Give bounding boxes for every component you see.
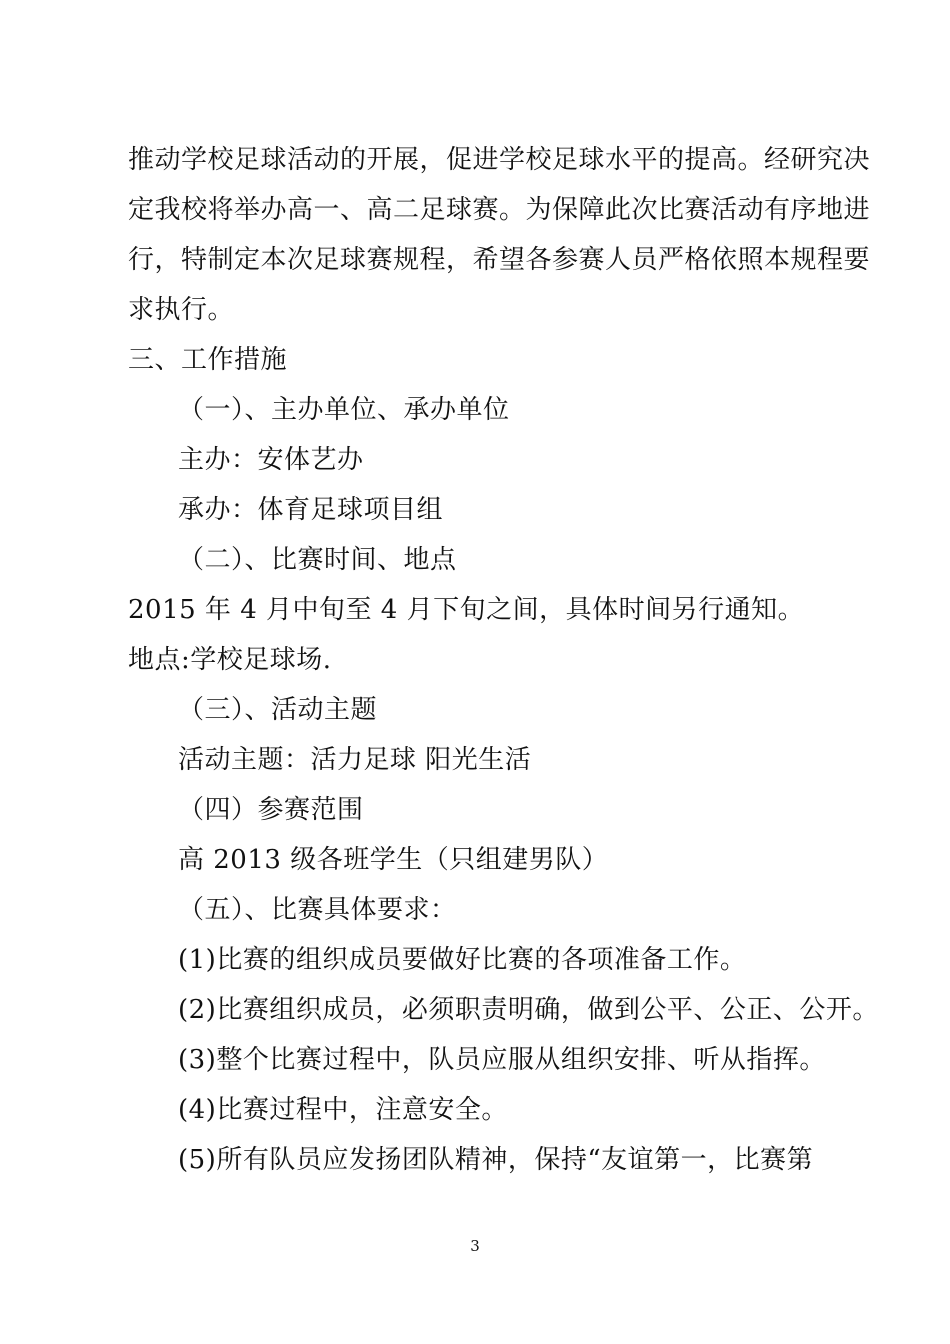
subsection-heading: （三）、活动主题 — [178, 695, 378, 725]
page-number: 3 — [470, 1237, 480, 1255]
body-text-line: 行，特制定本次足球赛规程，希望各参赛人员严格依照本规程要 — [128, 245, 871, 275]
requirement-item: (2)比赛组织成员，必须职责明确，做到公平、公正、公开。 — [178, 995, 879, 1025]
subsection-heading: （一）、主办单位、承办单位 — [178, 395, 510, 425]
body-text-line: 求执行。 — [128, 295, 235, 325]
participants-line: 高 2013 级各班学生（只组建男队） — [178, 845, 609, 875]
subsection-heading: （四）参赛范围 — [178, 795, 364, 825]
venue-line: 地点:学校足球场. — [128, 645, 332, 675]
co-organizer-line: 承办：体育足球项目组 — [178, 495, 444, 525]
subsection-heading: （五）、比赛具体要求： — [178, 895, 457, 925]
subsection-heading: （二）、比赛时间、地点 — [178, 545, 457, 575]
organizer-line: 主办：安体艺办 — [178, 445, 364, 475]
requirement-item: (3)整个比赛过程中，队员应服从组织安排、听从指挥。 — [178, 1045, 826, 1075]
requirement-item: (4)比赛过程中，注意安全。 — [178, 1095, 508, 1125]
section-heading: 三、工作措施 — [128, 345, 288, 375]
schedule-line: 2015 年 4 月中旬至 4 月下旬之间，具体时间另行通知。 — [128, 595, 805, 625]
body-text-line: 定我校将举办高一、高二足球赛。为保障此次比赛活动有序地进 — [128, 195, 871, 225]
requirement-item: (5)所有队员应发扬团队精神，保持“友谊第一，比赛第 — [178, 1145, 814, 1175]
body-text-line: 推动学校足球活动的开展，促进学校足球水平的提高。经研究决 — [128, 145, 871, 175]
requirement-item: (1)比赛的组织成员要做好比赛的各项准备工作。 — [178, 945, 747, 975]
theme-line: 活动主题：活力足球 阳光生活 — [178, 745, 532, 775]
